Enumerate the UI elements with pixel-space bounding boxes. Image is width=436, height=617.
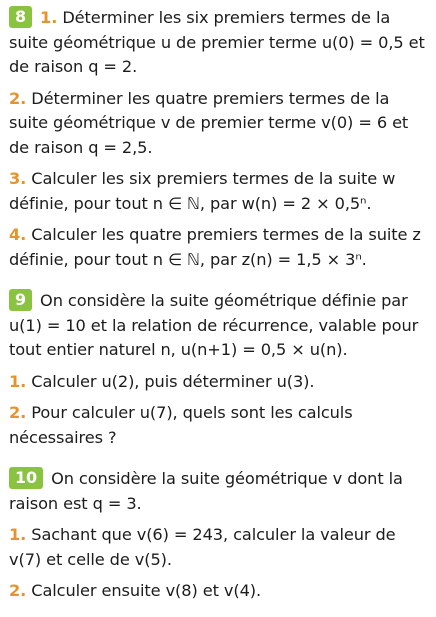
ex10-question-2 [9, 579, 426, 604]
ex10-q1-number: 1. [9, 525, 27, 544]
ex9-question-1 [9, 370, 426, 395]
ex8-question-4 [9, 223, 426, 272]
ex8-question-2 [9, 87, 426, 161]
ex8-q3-number: 3. [9, 169, 27, 188]
ex9-intro-text: On considère la suite géométrique définie par u(1) = 10 et la relation de récurrence, valable pour tout entier naturel n, u(n+1) = 0,5 × u(n). [9, 291, 419, 359]
ex8-question-3 [9, 167, 426, 216]
ex10-intro [9, 467, 426, 516]
exercise-8-badge: 8 [9, 6, 32, 28]
exercise-9 [9, 289, 426, 450]
ex9-q2-text: Pour calculer u(7), quels sont les calculs nécessaires ? [9, 403, 353, 447]
ex8-q2-text: Déterminer les quatre premiers termes de la suite géométrique v de premier terme v(0) = 6 et de raison q = 2,5. [9, 88, 409, 157]
ex8-q4-text: Calculer les quatre premiers termes de la suite z définie, pour tout n ∈ ℕ, par z(n) = 1,5 × 3ⁿ. [9, 225, 421, 269]
exercise-9-badge: 9 [9, 289, 32, 311]
section-gap [9, 279, 426, 289]
ex8-q2-number: 2. [9, 88, 27, 108]
ex9-question-2 [9, 401, 426, 450]
ex8-q4-number: 4. [9, 225, 27, 244]
ex9-q2-number: 2. [9, 403, 27, 422]
ex8-question-1 [9, 6, 426, 80]
ex10-q1-text: Sachant que v(6) = 243, calculer la valeur de v(7) et celle de v(5). [9, 525, 396, 569]
exercise-10-badge: 10 [9, 467, 43, 489]
ex8-q1-number: 1. [40, 8, 58, 27]
ex8-q1-text: Déterminer les six premiers termes de la suite géométrique u de premier terme u(0) = 0,5 et de raison q = 2. [9, 8, 425, 76]
ex10-intro-text: On considère la suite géométrique v dont la raison est q = 3. [9, 469, 403, 513]
ex9-q1-number: 1. [9, 371, 27, 391]
ex10-q2-text: Calculer ensuite v(8) et v(4). [31, 581, 262, 600]
ex10-question-1 [9, 523, 426, 572]
ex10-q2-number: 2. [9, 581, 27, 600]
section-gap [9, 457, 426, 467]
ex8-q3-text: Calculer les six premiers termes de la suite w définie, pour tout n ∈ ℕ, par w(n) = 2 × 0,5ⁿ. [9, 169, 396, 213]
exercise-8 [9, 6, 426, 272]
ex9-intro [9, 289, 426, 363]
ex9-q1-text: Calculer u(2), puis déterminer u(3). [31, 371, 315, 391]
exercise-10 [9, 467, 426, 604]
